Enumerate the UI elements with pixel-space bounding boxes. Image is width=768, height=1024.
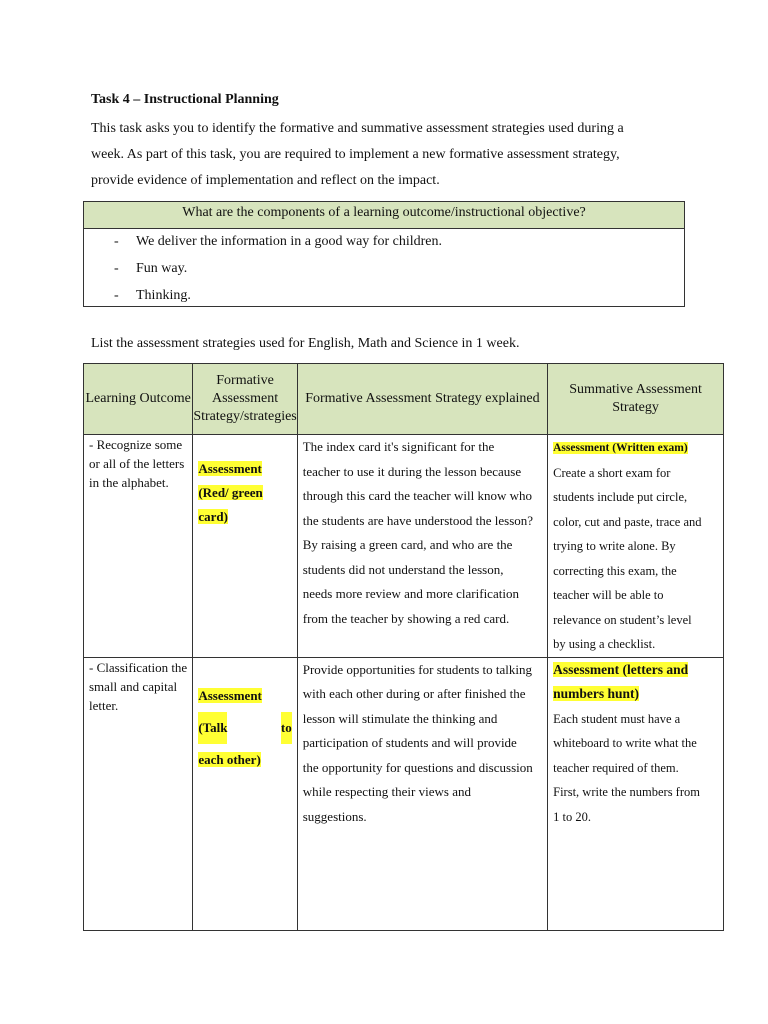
table-header-row [84, 364, 724, 435]
outcome-cell: - Classification the small and capital letter. [84, 657, 193, 930]
formative-detail: each other) [198, 751, 261, 767]
formative-detail: (Talk [198, 712, 227, 744]
formative-cell [193, 657, 297, 930]
list-heading: List the assessment strategies used for English, Math and Science in 1 week. [91, 336, 520, 351]
summative-cell: Assessment (Written exam) Create a short exam for students include put circle, color, cut and paste, trace and trying to write alone. By correcting this exam, the teacher will be able to relevance on student’s level by using a checklist. [548, 435, 724, 658]
formative-detail: to [281, 712, 292, 744]
table-row [84, 657, 724, 930]
explained-cell: Provide opportunities for students to talking with each other during or after finished the lesson will stimulate the thinking and participation of students and will provide the opportunity for questions and discussion while respecting their views and suggestions. [297, 657, 547, 930]
header-formative-strategy: Formative Assessment Strategy/strategies [193, 364, 297, 435]
formative-cell [193, 435, 297, 658]
summative-label: numbers hunt) [553, 686, 640, 701]
intro-line: week. As part of this task, you are required to implement a new formative assessment strategy, [91, 147, 620, 162]
components-question: What are the components of a learning outcome/instructional objective? [84, 202, 684, 229]
summative-cell: Assessment (letters and numbers hunt) Each student must have a whiteboard to write what the teacher required of them. First, write the numbers from 1 to 20. [548, 657, 724, 930]
outcome-cell: - Recognize some or all of the letters in the alphabet. [84, 435, 193, 658]
summative-label: Assessment (Written exam) [553, 442, 688, 454]
header-summative-strategy: Summative Assessment Strategy [548, 364, 724, 435]
list-item: - Thinking. [114, 288, 191, 303]
formative-label: Assessment [198, 461, 262, 476]
formative-detail: (Red/ green card) [198, 485, 263, 524]
intro-line: This task asks you to identify the formative and summative assessment strategies used during a [91, 121, 624, 136]
intro-line: provide evidence of implementation and reflect on the impact. [91, 173, 440, 188]
list-item: - We deliver the information in a good way for children. [114, 234, 442, 249]
explained-cell: The index card it's significant for the teacher to use it during the lesson because through this card the teacher will know who the students are have understood the lesson? By raising a green card, and who are the students did not understand the lesson, needs more review and more clarification from the teacher by showing a red card. [297, 435, 547, 658]
summative-label: Assessment (letters and [553, 661, 689, 677]
assessment-table [83, 363, 724, 931]
components-list [84, 229, 684, 313]
task-intro [91, 116, 691, 194]
header-formative-explained: Formative Assessment Strategy explained [297, 364, 547, 435]
header-learning-outcome: Learning Outcome [84, 364, 193, 435]
task-title: Task 4 – Instructional Planning [91, 92, 279, 107]
formative-label: Assessment [198, 687, 262, 703]
table-row [84, 435, 724, 658]
list-item: - Fun way. [114, 261, 188, 276]
components-box [83, 201, 685, 307]
